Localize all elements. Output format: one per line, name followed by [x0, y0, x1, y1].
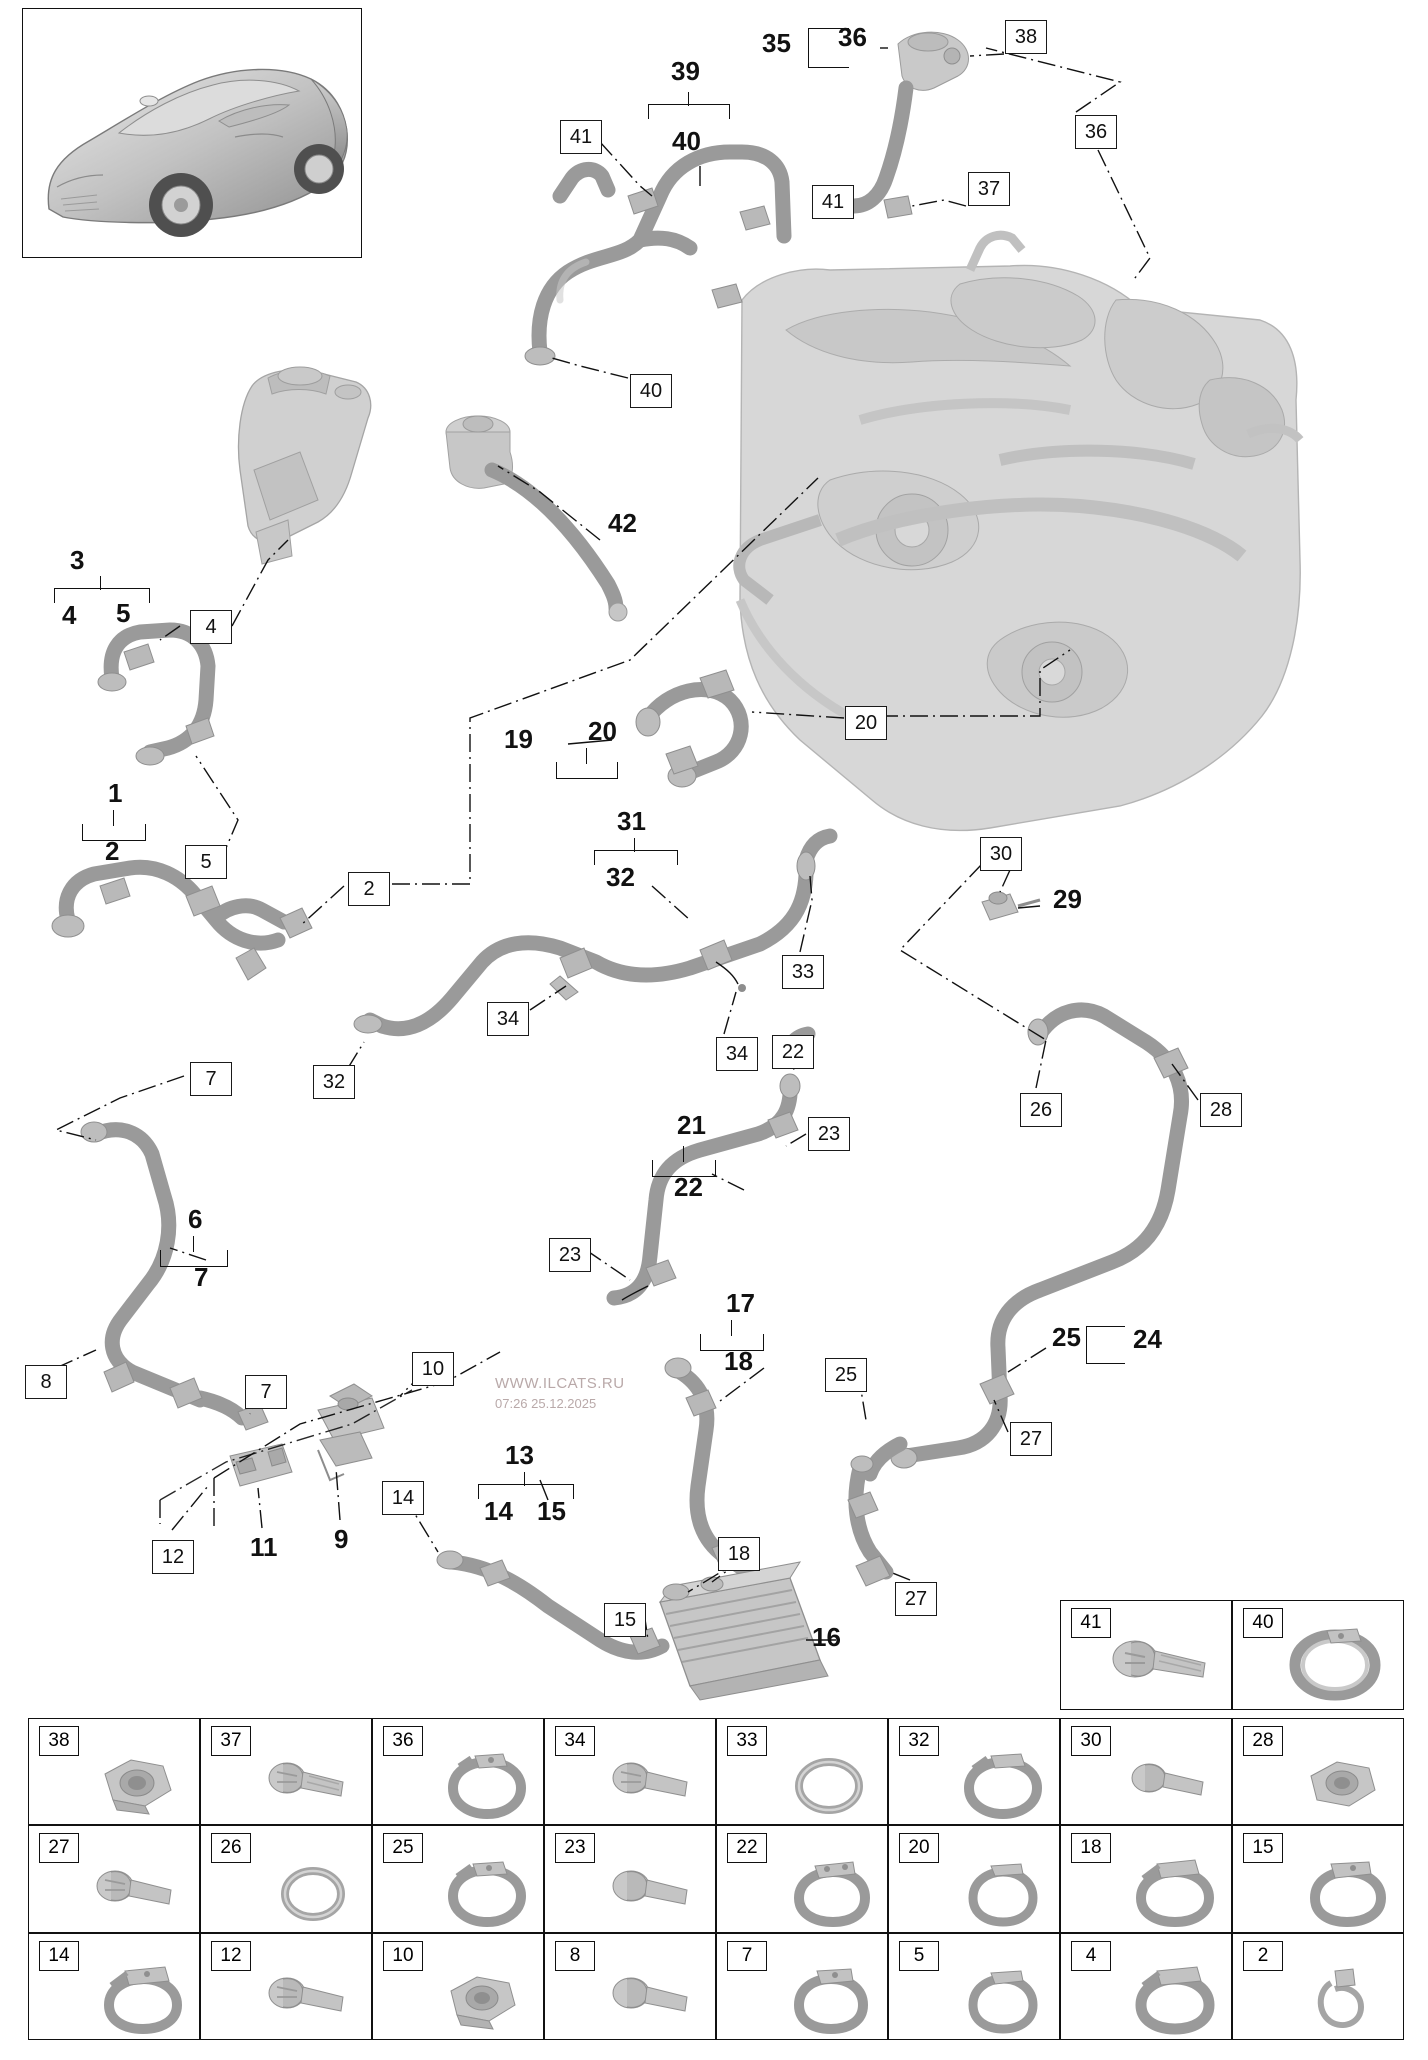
- hex-nut-icon: [87, 1752, 191, 1820]
- callout-38[interactable]: 38: [1005, 20, 1047, 54]
- hex-nut-icon: [1291, 1752, 1395, 1820]
- legend-number: 26: [211, 1833, 251, 1863]
- callout-34-left[interactable]: 34: [487, 1002, 529, 1036]
- legend-cell: [1232, 1600, 1404, 1710]
- flange-bolt-icon: [259, 1752, 363, 1820]
- o-ring-icon: [775, 1752, 879, 1820]
- legend-cell: [1232, 1825, 1404, 1932]
- watermark-timestamp: 07:26 25.12.2025: [495, 1396, 597, 1411]
- group-label-39: 39: [671, 56, 700, 86]
- callout-27-lower[interactable]: 27: [895, 1582, 937, 1616]
- legend-cell: [1060, 1718, 1232, 1825]
- spring-hose-clamp-icon: [947, 1860, 1051, 1928]
- callout-7-lower[interactable]: 7: [245, 1375, 287, 1409]
- legend-number: 40: [1243, 1608, 1283, 1638]
- legend-number: 37: [211, 1726, 251, 1756]
- group-label-15: 15: [537, 1496, 566, 1526]
- callout-33[interactable]: 33: [782, 955, 824, 989]
- flange-bolt-icon: [603, 1752, 707, 1820]
- group-label-17: 17: [726, 1288, 755, 1318]
- group-label-3: 3: [70, 545, 85, 575]
- flange-bolt-icon: [87, 1860, 191, 1928]
- callout-25[interactable]: 25: [825, 1358, 867, 1392]
- callout-12[interactable]: 12: [152, 1540, 194, 1574]
- legend-number: 38: [39, 1726, 79, 1756]
- callout-32[interactable]: 32: [313, 1065, 355, 1099]
- group-label-13: 13: [505, 1440, 534, 1470]
- legend-number: 10: [383, 1941, 423, 1971]
- callout-26[interactable]: 26: [1020, 1093, 1062, 1127]
- callout-7-upper[interactable]: 7: [190, 1062, 232, 1096]
- callout-41-upper[interactable]: 41: [560, 120, 602, 154]
- flange-bolt-icon: [1119, 1752, 1223, 1820]
- spring-hose-clamp-icon: [431, 1860, 535, 1928]
- legend-cell: [200, 1933, 372, 2040]
- group-label-19: 19: [504, 724, 533, 754]
- callout-34-right[interactable]: 34: [716, 1037, 758, 1071]
- hex-head-bolt-icon: [1101, 1629, 1219, 1701]
- wire-clamp-icon: [1291, 1967, 1395, 2035]
- group-label-16: 16: [812, 1622, 841, 1652]
- callout-23-upper[interactable]: 23: [808, 1117, 850, 1151]
- callout-5[interactable]: 5: [185, 845, 227, 879]
- callout-14[interactable]: 14: [382, 1481, 424, 1515]
- spring-hose-clamp-icon: [1119, 1860, 1223, 1928]
- group-label-42: 42: [608, 508, 637, 538]
- group-label-35: 35: [762, 28, 791, 58]
- legend-cell: [200, 1718, 372, 1825]
- legend-cell: [1232, 1933, 1404, 2040]
- legend-number: 34: [555, 1726, 595, 1756]
- legend-cell: [1060, 1825, 1232, 1932]
- legend-cell: [1060, 1600, 1232, 1710]
- legend-number: 23: [555, 1833, 595, 1863]
- group-label-20: 20: [588, 716, 617, 746]
- legend-number: 20: [899, 1833, 939, 1863]
- group-label-40: 40: [672, 126, 701, 156]
- legend-cell: [28, 1718, 200, 1825]
- hex-nut-icon: [431, 1967, 535, 2035]
- callout-41-right[interactable]: 41: [812, 185, 854, 219]
- legend-number: 25: [383, 1833, 423, 1863]
- spring-hose-clamp-icon: [947, 1752, 1051, 1820]
- callout-40[interactable]: 40: [630, 374, 672, 408]
- group-label-29: 29: [1053, 884, 1082, 914]
- legend-number: 15: [1243, 1833, 1283, 1863]
- legend-number: 18: [1071, 1833, 1111, 1863]
- legend-number: 22: [727, 1833, 767, 1863]
- legend-number: 12: [211, 1941, 251, 1971]
- group-label-24: 24: [1133, 1324, 1162, 1354]
- group-label-6: 6: [188, 1204, 203, 1234]
- legend-cell: [544, 1718, 716, 1825]
- spring-hose-clamp-icon: [87, 1967, 191, 2035]
- legend-cell: [200, 1825, 372, 1932]
- legend-number: 8: [555, 1941, 595, 1971]
- legend-cell: [716, 1933, 888, 2040]
- legend-number: 41: [1071, 1608, 1111, 1638]
- legend-number: 2: [1243, 1941, 1283, 1971]
- callout-15[interactable]: 15: [604, 1603, 646, 1637]
- group-label-4: 4: [62, 600, 77, 630]
- legend-cell: [716, 1825, 888, 1932]
- legend-cell: [372, 1718, 544, 1825]
- legend-number: 28: [1243, 1726, 1283, 1756]
- callout-18[interactable]: 18: [718, 1537, 760, 1571]
- legend-cell: [372, 1825, 544, 1932]
- legend-cell: [888, 1718, 1060, 1825]
- legend-cell: [888, 1825, 1060, 1932]
- legend-number: 33: [727, 1726, 767, 1756]
- legend-cell: [28, 1825, 200, 1932]
- callout-30[interactable]: 30: [980, 837, 1022, 871]
- legend-number: 4: [1071, 1941, 1111, 1971]
- group-label-21: 21: [677, 1110, 706, 1140]
- group-label-1: 1: [108, 778, 123, 808]
- o-ring-icon: [259, 1860, 363, 1928]
- legend-grid-top: [1060, 1600, 1404, 1710]
- spring-hose-clamp-icon: [431, 1752, 535, 1820]
- callout-10[interactable]: 10: [412, 1352, 454, 1386]
- legend-number: 36: [383, 1726, 423, 1756]
- legend-number: 14: [39, 1941, 79, 1971]
- callout-8[interactable]: 8: [25, 1365, 67, 1399]
- group-label-2: 2: [105, 836, 120, 866]
- spring-hose-clamp-icon: [775, 1967, 879, 2035]
- group-label-22: 22: [674, 1172, 703, 1202]
- legend-number: 7: [727, 1941, 767, 1971]
- callout-22[interactable]: 22: [772, 1035, 814, 1069]
- callout-2[interactable]: 2: [348, 872, 390, 906]
- legend-cell: [888, 1933, 1060, 2040]
- legend-cell: [1060, 1933, 1232, 2040]
- spring-hose-clamp-icon: [1291, 1860, 1395, 1928]
- group-label-36: 36: [838, 22, 867, 52]
- legend-cell: [544, 1825, 716, 1932]
- callout-20[interactable]: 20: [845, 706, 887, 740]
- legend-number: 27: [39, 1833, 79, 1863]
- group-label-14: 14: [484, 1496, 513, 1526]
- flange-bolt-icon: [603, 1967, 707, 2035]
- flange-bolt-icon: [603, 1860, 707, 1928]
- legend-cell: [1232, 1718, 1404, 1825]
- group-label-5: 5: [116, 598, 131, 628]
- group-label-11: 11: [250, 1532, 278, 1562]
- group-label-25: 25: [1052, 1322, 1081, 1352]
- group-label-18: 18: [724, 1346, 753, 1376]
- legend-cell: [372, 1933, 544, 2040]
- spring-hose-clamp-icon: [947, 1967, 1051, 2035]
- legend-cell: [28, 1933, 200, 2040]
- callout-37[interactable]: 37: [968, 172, 1010, 206]
- legend-grid-main: [28, 1718, 1404, 2040]
- group-label-7: 7: [194, 1262, 209, 1292]
- spring-hose-clamp-icon: [775, 1860, 879, 1928]
- legend-number: 30: [1071, 1726, 1111, 1756]
- callout-4[interactable]: 4: [190, 610, 232, 644]
- group-label-31: 31: [617, 806, 646, 836]
- spring-hose-clamp-icon: [1273, 1629, 1391, 1701]
- spring-hose-clamp-icon: [1119, 1967, 1223, 2035]
- flange-bolt-icon: [259, 1967, 363, 2035]
- callout-28[interactable]: 28: [1200, 1093, 1242, 1127]
- callout-23-lower[interactable]: 23: [549, 1238, 591, 1272]
- legend-number: 32: [899, 1726, 939, 1756]
- group-label-32: 32: [606, 862, 635, 892]
- legend-cell: [716, 1718, 888, 1825]
- legend-cell: [544, 1933, 716, 2040]
- callout-27-upper[interactable]: 27: [1010, 1422, 1052, 1456]
- legend-number: 5: [899, 1941, 939, 1971]
- group-label-9: 9: [334, 1524, 349, 1554]
- watermark-url: WWW.ILCATS.RU: [495, 1375, 625, 1392]
- callout-36[interactable]: 36: [1075, 115, 1117, 149]
